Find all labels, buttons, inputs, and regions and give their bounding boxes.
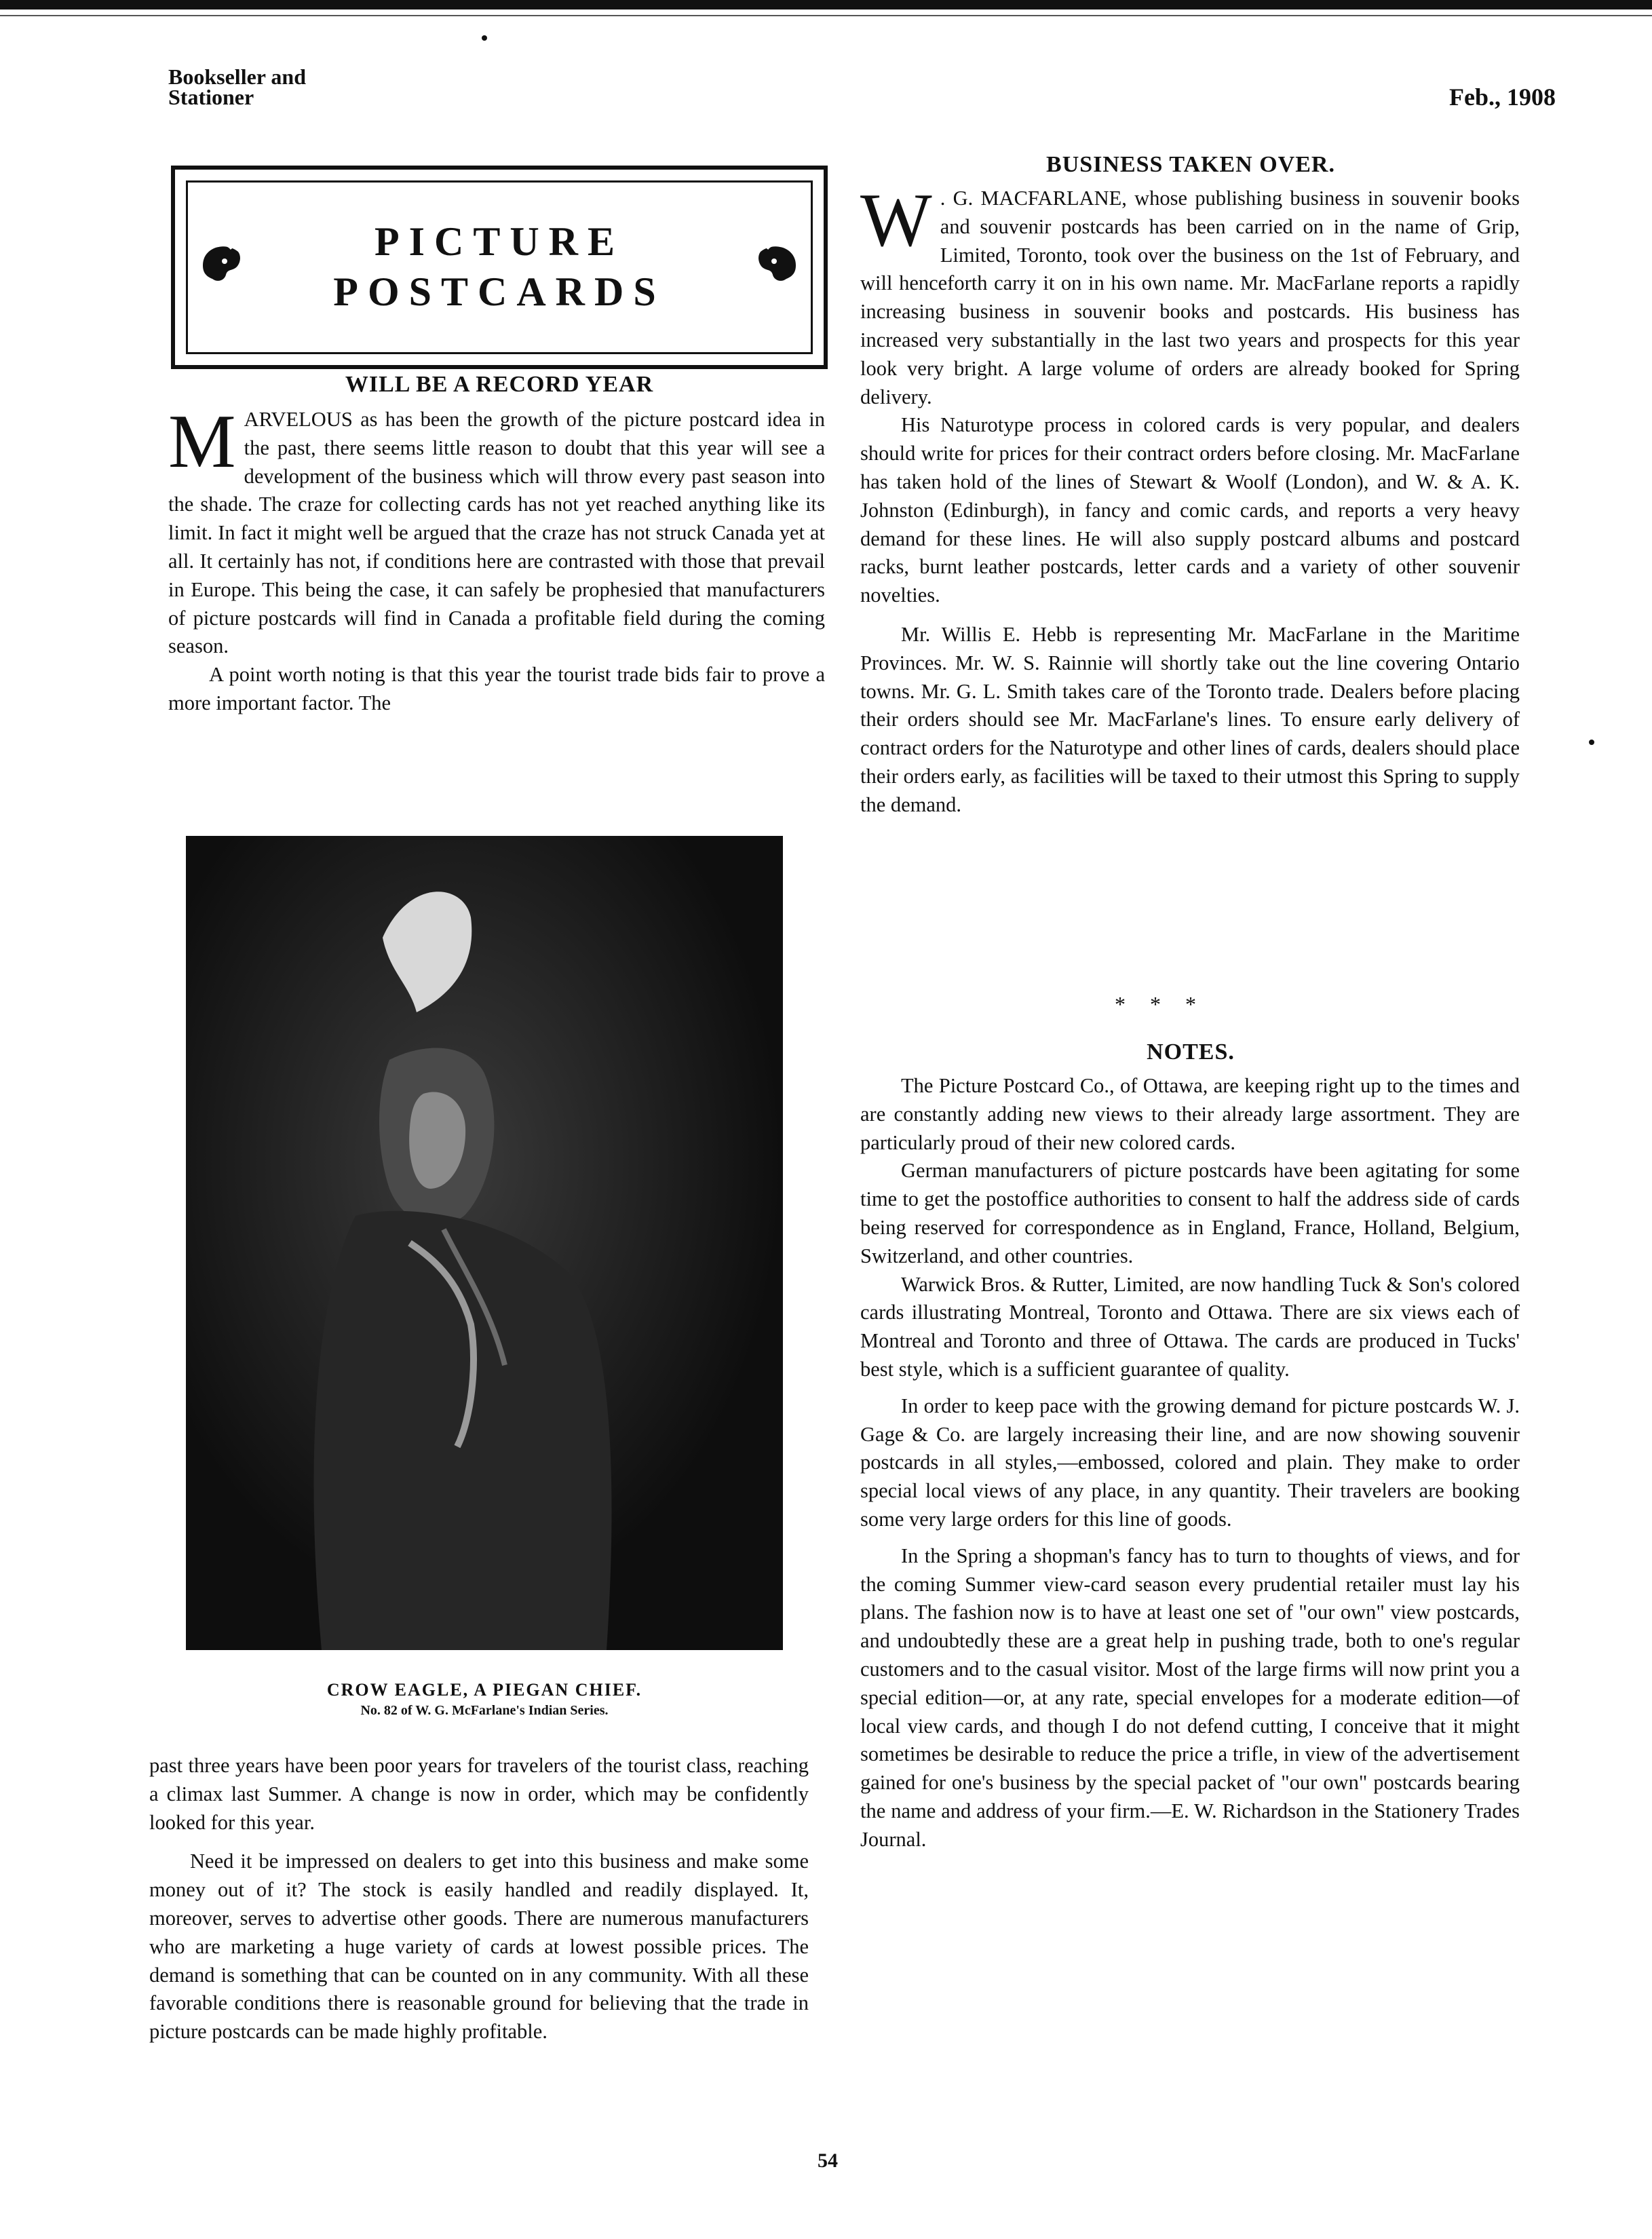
masthead-line1: Bookseller and [168, 64, 306, 89]
photo-caption-series: No. 82 of W. G. McFarlane's Indian Series. [360, 1703, 609, 1718]
indian-head-ornament-icon [754, 238, 801, 288]
left-article-para4: Need it be impressed on dealers to get into this business and make some money out of it? The stock is easily handled and readily displayed. It, moreover, serves to advertise other goods. There are numerous manufacturers who are marketing a huge variety of cards at lowest possible prices. The demand is something that can be counted on in any community. With all these favorable conditions there is reasonable ground for believing that the trade in picture postcards can be made highly profitable. [149, 1850, 809, 2044]
issue-date: Feb., 1908 [1449, 83, 1556, 111]
right-article-body [860, 178, 1520, 820]
dropcap: W [860, 178, 932, 263]
dropcap: M [168, 400, 236, 484]
notes-para3: Warwick Bros. & Rutter, Limited, are now handling Tuck & Son's colored cards illustrating Montreal, Toronto and Ottawa. There are six views each of Montreal and Toronto and three of Ottawa. The cards are produced in Tucks' best style, which is a sufficient guarantee of quality. [860, 1272, 1520, 1381]
left-article-heading: WILL BE A RECORD YEAR [345, 372, 654, 397]
section-title-line2: POSTCARDS [333, 269, 666, 314]
right-article-para1 [860, 178, 1520, 411]
right-article-heading: BUSINESS TAKEN OVER. [1046, 152, 1335, 177]
notes-para4: In order to keep pace with the growing demand for picture postcards W. J. Gage & Co. are largely increasing their line, and are now showing souvenir postcards in all styles,—embossed, colored and plain. They make to order special local views of any place, in any quantity. Their travelers are booking some very large orders for this line of goods. [860, 1394, 1520, 1531]
page-number: 54 [818, 2149, 838, 2172]
top-rule-thin [0, 15, 1652, 16]
title-box [171, 166, 828, 369]
portrait-photo [186, 836, 783, 1650]
notes-para1: The Picture Postcard Co., of Ottawa, are keeping right up to the times and are constantly adding new views to their already large assortment. They are particularly proud of their new colored cards. [860, 1074, 1520, 1154]
section-divider: * * * [1115, 992, 1206, 1016]
notes-body [860, 1072, 1520, 1854]
ink-speck [482, 35, 487, 41]
left-article-para1-text: ARVELOUS as has been the growth of the picture postcard idea in the past, there seems little reason to doubt that this year will see a development of the business which will throw every past season into the shade. The craze for collecting cards has not yet reached anything like its limit. In fact it might well be argued that the craze has not struck Canada yet at all. It certainly has not, if conditions here are contrasted with those that prevail in Europe. This being the case, it can safely be prophesied that manufacturers of picture postcards will find in Canada a profitable field during the coming season. [168, 408, 825, 658]
left-article-para2: A point worth noting is that this year the tourist trade bids fair to prove a more important factor. The [168, 663, 825, 714]
title-box-inner-frame [186, 180, 813, 354]
notes-para2: German manufacturers of picture postcards have been agitating for some time to get the postoffice authorities to consent to half the address side of cards being reserved for correspondence as in England, France, Holland, Belgium, Switzerland, and other countries. [860, 1159, 1520, 1267]
notes-heading: NOTES. [1147, 1039, 1235, 1065]
left-article-top [168, 400, 825, 718]
ink-speck [1589, 740, 1594, 745]
masthead-line2: Stationer [168, 85, 254, 109]
photo-caption: CROW EAGLE, A PIEGAN CHIEF. [326, 1680, 642, 1700]
chief-portrait-image [186, 836, 783, 1650]
section-title-line1: PICTURE [374, 219, 625, 264]
left-article-bottom [149, 1752, 809, 2046]
left-article-para1 [168, 400, 825, 661]
section-title [188, 216, 811, 317]
left-article-para3: past three years have been poor years for travelers of the tourist class, reaching a climax last Summer. A change is now in order, which may be confidently looked for this year. [149, 1754, 809, 1834]
notes-para5: In the Spring a shopman's fancy has to turn to thoughts of views, and for the coming Summer view-card season every prudential retailer must lay his plans. The fashion now is to have at least one set of "our own" view postcards, and undoubtedly these are a great help in pushing trade, both to one's regular customers and to the casual visitor. Most of the large firms will now print you a special edition—or, at any rate, special envelopes for a moderate edition—of local view cards, and though I do not defend cutting, I conceive that it might sometimes be desirable to reduce the price a trifle, in view of the advertisement gained for one's business by the special packet of "our own" postcards bearing the name and address of your firm.—E. W. Richardson in the Stationery Trades Journal. [860, 1544, 1520, 1851]
masthead [168, 66, 372, 107]
right-article-para1-text: . G. MACFARLANE, whose publishing business in souvenir books and souvenir postcards has been carried on in the name of Grip, Limited, Toronto, took over the business on the 1st of February, and will henceforth carry it on in his own name. Mr. MacFarlane reports a rapidly increasing business in souvenir books and postcards. His business has increased very substantially in the last two years and prospects for this year look very bright. A large volume of orders are already booked for Spring delivery. [860, 187, 1520, 408]
right-article-para3: Mr. Willis E. Hebb is representing Mr. MacFarlane in the Maritime Provinces. Mr. W. S. Rainnie will shortly take out the line covering Ontario towns. Mr. G. L. Smith takes care of the Toronto trade. Dealers before placing their orders should see Mr. MacFarlane's lines. To ensure early delivery of contract orders for the Naturotype and other lines of cards, dealers should place their orders early, as facilities will be taxed to their utmost this Spring to supply the demand. [860, 622, 1520, 816]
top-rule [0, 0, 1652, 9]
right-article-para2: His Naturotype process in colored cards is very popular, and dealers should write for prices for their contract orders before closing. Mr. MacFarlane has taken hold of the lines of Stewart & Woolf (London), and W. & A. K. Johnston (Edinburgh), in fancy and comic cards, and reports a very heavy demand for these lines. He will also supply postcard albums and postcard racks, burnt leather postcards, letter cards and a variety of other souvenir novelties. [860, 413, 1520, 607]
